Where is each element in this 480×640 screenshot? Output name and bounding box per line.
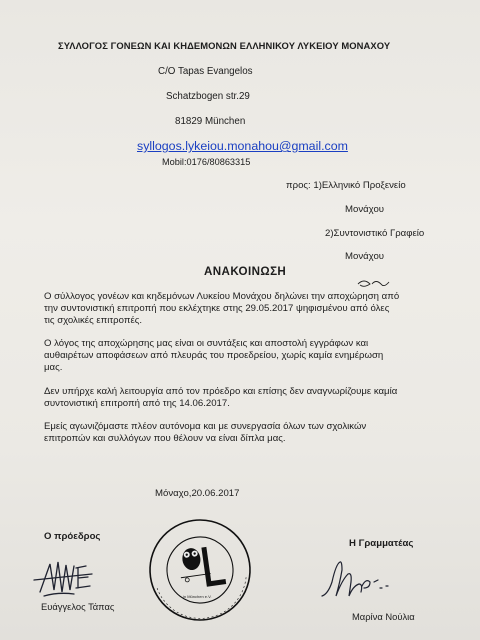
paragraph-2-line-3: μας. (44, 362, 63, 373)
paragraph-2-line-2: αυθαιρέτων αποφάσεων από πλευράς του προεδρείου, χωρίς καμία ενημέρωση (44, 350, 384, 361)
street-address: Schatzbogen str.29 (166, 91, 250, 102)
secretary-signature-icon (322, 562, 388, 596)
president-label: Ο πρόεδρος (44, 531, 101, 542)
place-and-date: Μόναχο,20.06.2017 (155, 488, 240, 499)
owl-emblem-icon (177, 544, 226, 588)
city-address: 81829 München (175, 116, 246, 127)
president-name: Ευάγγελος Τάπας (41, 601, 115, 612)
paragraph-1-line-2: την συντονιστική επιτροπή που εκλέχτηκε στης 29.05.2017 ψηφισμένου από όλες (44, 303, 390, 314)
paragraph-3-line-1: Δεν υπήρχε καλή λειτουργία από τον πρόεδρο και επίσης δεν αναγνωρίζουμε καμία (44, 386, 398, 397)
mobile-number: Mobil:0176/80863315 (162, 157, 251, 167)
stamp-center-text: in München e.V. (183, 594, 212, 599)
paragraph-3-line-2: συντονιστική επιτροπή από της 14.06.2017. (44, 398, 230, 409)
paragraph-1-line-1: Ο σύλλογος γονέων και κηδεμόνων Λυκείου Μονάχου δηλώνει την αποχώρηση από (44, 291, 400, 302)
president-signature-icon (34, 562, 92, 596)
recipient-line-2: Μονάχου (345, 204, 385, 215)
association-name: ΣΥΛΛΟΓΟΣ ΓΟΝΕΩΝ ΚΑΙ ΚΗΔΕΜΟΝΩΝ ΕΛΛΗΝΙΚΟΥ ΛΥΚΕΙΟΥ ΜΟΝΑΧΟΥ (58, 40, 391, 51)
recipient-line-1: προς: 1)Ελληνικό Προξενείο (286, 180, 406, 191)
care-of-line: C/O Tapas Evangelos (158, 66, 253, 77)
association-stamp (144, 514, 257, 627)
paragraph-4-line-1: Εμείς αγωνιζόμαστε πλέον αυτόνομα και με συνεργασία όλων των σχολικών (44, 421, 367, 432)
secretary-label: Η Γραμματέας (349, 538, 414, 549)
secretary-name: Μαρίνα Νούλια (352, 611, 415, 622)
recipient-line-3: 2)Συντονιστικό Γραφείο (325, 228, 425, 239)
handwritten-correction-mark (358, 281, 389, 286)
paragraph-2-line-1: Ο λόγος της αποχώρησης μας είναι οι συντάξεις και αποστολή εγγράφων και (44, 338, 369, 349)
announcement-title: ΑΝΑΚΟΙΝΩΣΗ (204, 265, 287, 278)
recipient-line-4: Μονάχου (345, 251, 385, 262)
paragraph-1-line-3: τις σχολικές επιτροπές. (44, 315, 143, 326)
paragraph-4-line-2: επιτροπών και συλλόγων που θέλουν να είναι δίπλα μας. (44, 433, 286, 444)
email-link[interactable]: syllogos.lykeiou.monahou@gmail.com (137, 139, 348, 153)
